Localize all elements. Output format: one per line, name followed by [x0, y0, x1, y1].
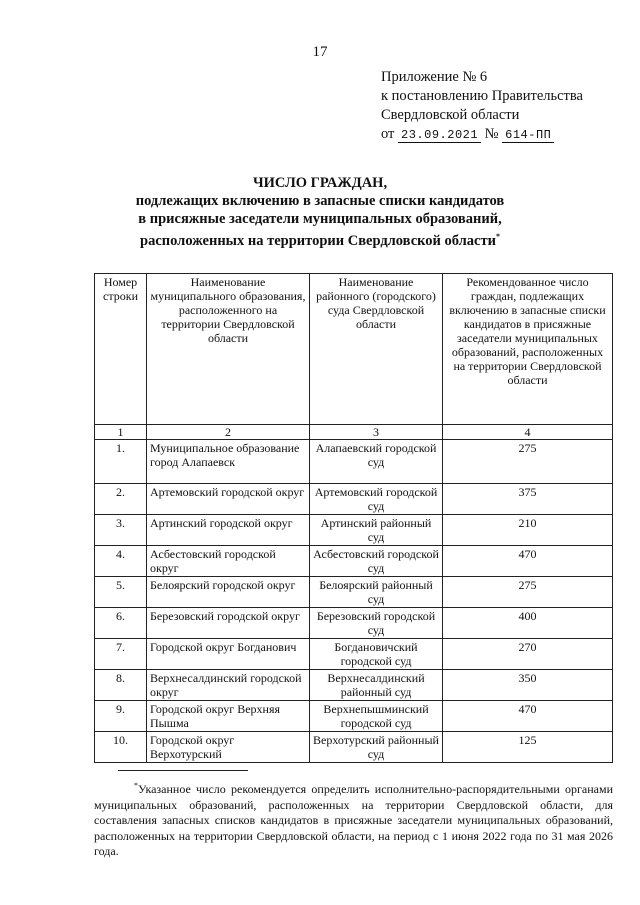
municipality-cell: Асбестовский городской округ [147, 546, 310, 577]
title-line-2: подлежащих включению в запасные списки кандидатов [135, 193, 505, 209]
date-prefix: от [381, 126, 395, 142]
court-cell: Верхнепышминский городской суд [310, 701, 443, 732]
citizens-table [94, 273, 613, 763]
appendix-date-line [381, 125, 583, 145]
count-cell: 270 [443, 639, 613, 670]
court-cell: Березовский городской суд [310, 608, 443, 639]
header-row-number: Номер строки [95, 274, 147, 425]
title-line-3: в присяжные заседатели муниципальных образований, [138, 211, 502, 227]
row-number: 3. [95, 515, 147, 546]
count-cell: 470 [443, 701, 613, 732]
footnote [94, 778, 613, 860]
title-line-4-text: расположенных на территории Свердловской области [140, 232, 496, 249]
column-number: 3 [310, 425, 443, 440]
court-cell: Верхнесалдинский районный суд [310, 670, 443, 701]
decree-number: 614-ПП [502, 128, 554, 143]
row-number: 1. [95, 440, 147, 484]
title-line-1: ЧИСЛО ГРАЖДАН, [252, 175, 388, 191]
row-number: 2. [95, 484, 147, 515]
decree-date: 23.09.2021 [398, 128, 481, 143]
row-number: 10. [95, 732, 147, 763]
table-row [95, 701, 613, 732]
row-number: 9. [95, 701, 147, 732]
document-title [0, 174, 640, 250]
row-number: 4. [95, 546, 147, 577]
municipality-cell: Городской округ Верхотурский [147, 732, 310, 763]
header-municipality: Наименование муниципального образования, расположенного на территории Свердловской области [147, 274, 310, 425]
table-header-row [95, 274, 613, 425]
appendix-line-1: Приложение № 6 [381, 69, 488, 85]
count-cell: 400 [443, 608, 613, 639]
court-cell: Асбестовский городской суд [310, 546, 443, 577]
footnote-paragraph [94, 778, 613, 860]
municipality-cell: Верхнесалдинский городской округ [147, 670, 310, 701]
table-row [95, 639, 613, 670]
table-row [95, 732, 613, 763]
municipality-cell: Городской округ Богданович [147, 639, 310, 670]
table-row [95, 484, 613, 515]
count-cell: 375 [443, 484, 613, 515]
count-cell: 275 [443, 440, 613, 484]
number-prefix: № [484, 126, 499, 142]
footnote-mark: * [134, 781, 138, 790]
table-row [95, 608, 613, 639]
appendix-line-2: к постановлению Правительства [381, 88, 583, 104]
column-number: 2 [147, 425, 310, 440]
court-cell: Верхотурский районный суд [310, 732, 443, 763]
municipality-cell: Артинский городской округ [147, 515, 310, 546]
court-cell: Богдановичский городской суд [310, 639, 443, 670]
table-row [95, 440, 613, 484]
count-cell: 210 [443, 515, 613, 546]
column-number: 1 [95, 425, 147, 440]
column-number-row [95, 425, 613, 440]
table-row [95, 546, 613, 577]
municipality-cell: Березовский городской округ [147, 608, 310, 639]
count-cell: 125 [443, 732, 613, 763]
row-number: 7. [95, 639, 147, 670]
court-cell: Артемовский городской суд [310, 484, 443, 515]
header-recommended-count: Рекомендованное число граждан, подлежащих включению в запасные списки кандидатов в присяжные заседатели муниципальных образований, расположенных на территории Свердловской области [443, 274, 613, 425]
table-row [95, 670, 613, 701]
count-cell: 350 [443, 670, 613, 701]
row-number: 5. [95, 577, 147, 608]
row-number: 8. [95, 670, 147, 701]
municipality-cell: Городской округ Верхняя Пышма [147, 701, 310, 732]
table-row [95, 515, 613, 546]
municipality-cell: Муниципальное образование город Алапаевск [147, 440, 310, 484]
court-cell: Артинский районный суд [310, 515, 443, 546]
footnote-divider [118, 770, 248, 771]
header-court: Наименование районного (городского) суда Свердловской области [310, 274, 443, 425]
footnote-text: Указанное число рекомендуется определить исполнительно-распорядительными органами муниципальных образований, расположенных на территории Свердловской области, для составления запасных списков кандидатов в присяжные заседатели муниципальных образований, расположенных на территории Свердловской области, на период с 1 июня 2022 года по 31 мая 2026 года. [94, 782, 613, 858]
appendix-header [381, 68, 583, 145]
table-row [95, 577, 613, 608]
court-cell: Белоярский районный суд [310, 577, 443, 608]
municipality-cell: Артемовский городской округ [147, 484, 310, 515]
municipality-cell: Белоярский городской округ [147, 577, 310, 608]
court-cell: Алапаевский городской суд [310, 440, 443, 484]
column-number: 4 [443, 425, 613, 440]
count-cell: 275 [443, 577, 613, 608]
title-footnote-mark: * [495, 232, 500, 241]
appendix-line-3: Свердловской области [381, 107, 520, 123]
title-line-4 [0, 228, 640, 250]
page-number: 17 [312, 44, 328, 60]
row-number: 6. [95, 608, 147, 639]
count-cell: 470 [443, 546, 613, 577]
